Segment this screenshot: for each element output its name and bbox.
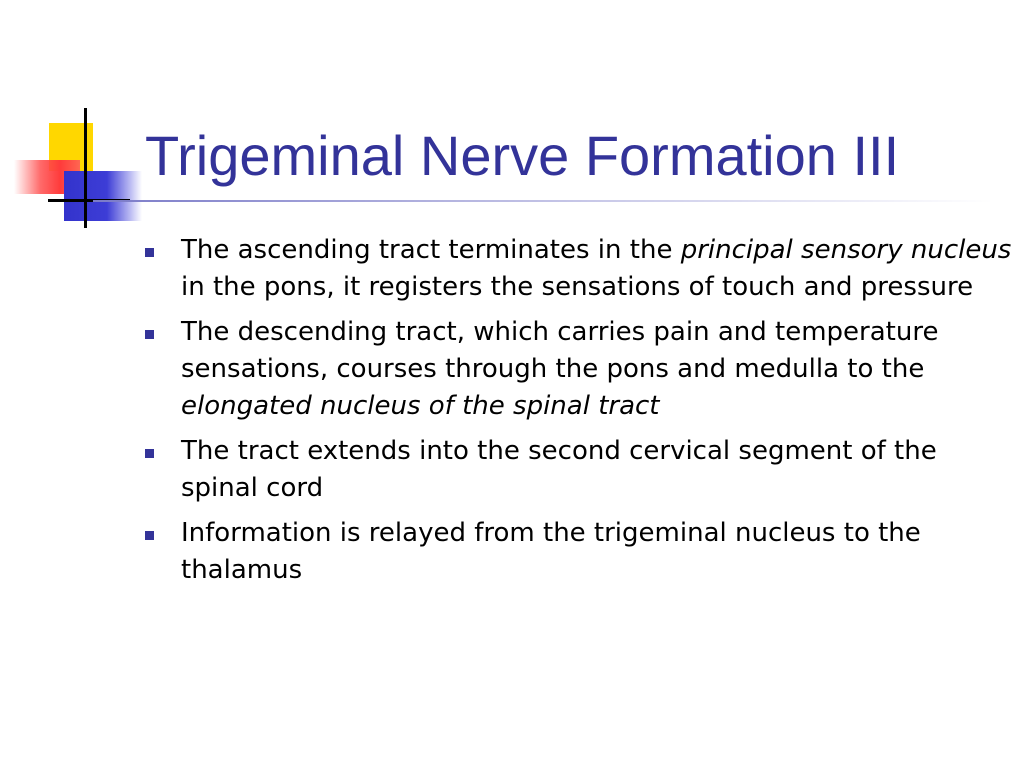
title-underline bbox=[93, 200, 993, 202]
slide-title: Trigeminal Nerve Formation III bbox=[145, 124, 900, 187]
bullet-text bbox=[181, 317, 938, 421]
bullet-text-italic: principal sensory nucleus bbox=[680, 235, 1012, 265]
bullet-item bbox=[140, 314, 1020, 425]
bullet-text bbox=[181, 235, 1011, 302]
bullet-text-part: The descending tract, which carries pain and temperature sensations, courses through the pons and medulla to the bbox=[181, 317, 939, 384]
bullet-item bbox=[140, 515, 1020, 589]
bullet-text-part: The ascending tract terminates in the bbox=[181, 235, 681, 265]
bullet-text-part: in the pons, it registers the sensations of touch and pressure bbox=[181, 272, 974, 302]
bullet-list bbox=[140, 232, 1020, 597]
logo-blue-square bbox=[64, 171, 142, 221]
bullet-marker bbox=[145, 248, 154, 257]
bullet-text-part: The tract extends into the second cervical segment of the spinal cord bbox=[181, 436, 937, 503]
bullet-item bbox=[140, 433, 1020, 507]
bullet-marker bbox=[145, 531, 154, 540]
bullet-text bbox=[181, 518, 921, 585]
bullet-text bbox=[181, 436, 937, 503]
bullet-marker bbox=[145, 449, 154, 458]
bullet-marker bbox=[145, 330, 154, 339]
decorative-logo bbox=[0, 0, 160, 240]
bullet-text-italic: elongated nucleus of the spinal tract bbox=[181, 391, 660, 421]
bullet-text-part: Information is relayed from the trigeminal nucleus to the thalamus bbox=[181, 518, 921, 585]
logo-vertical-line bbox=[84, 108, 87, 228]
bullet-item bbox=[140, 232, 1020, 306]
